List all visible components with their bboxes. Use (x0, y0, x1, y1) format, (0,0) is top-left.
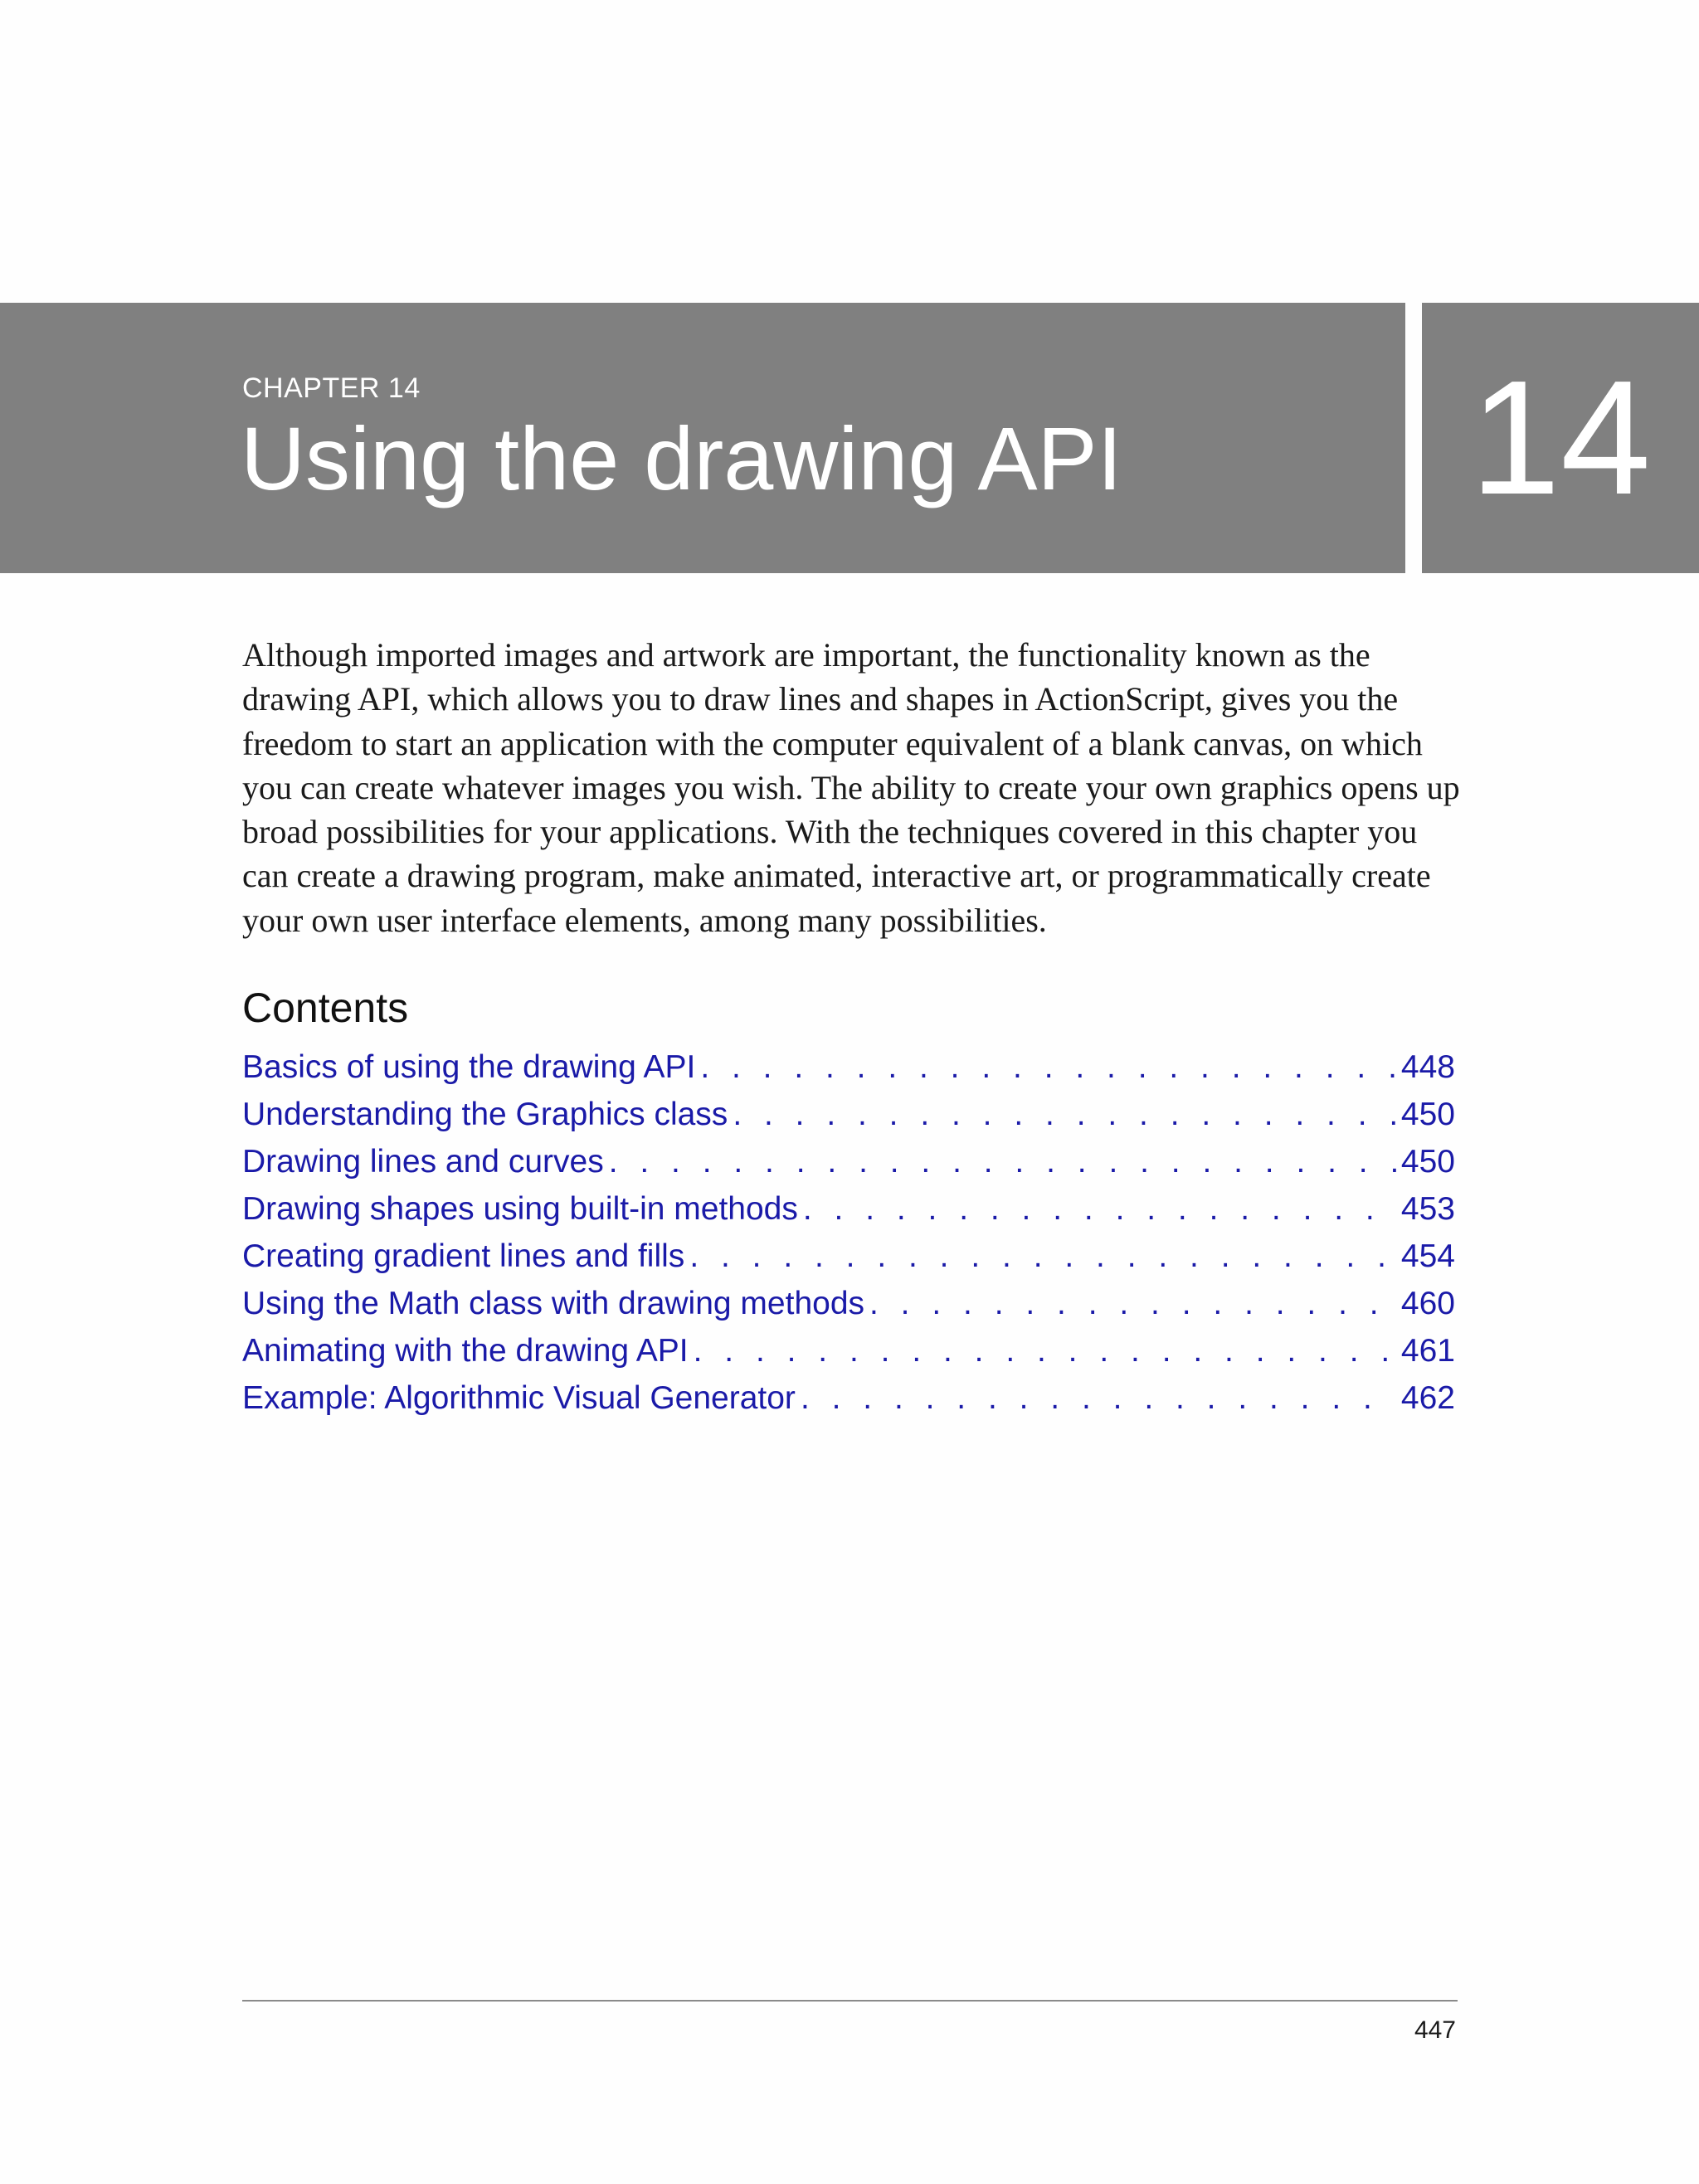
page-title: Using the drawing API (241, 408, 1122, 508)
toc-entry-gradients[interactable] (242, 1236, 1455, 1283)
toc-entry-title: Understanding the Graphics class (242, 1097, 728, 1132)
toc-entry-title: Drawing shapes using built-in methods (242, 1191, 798, 1227)
toc-dot-leader (869, 1283, 1396, 1325)
toc-entry-title: Using the Math class with drawing methods (242, 1286, 865, 1321)
toc-entry-basics[interactable] (242, 1047, 1455, 1094)
toc-entry-page: 460 (1400, 1286, 1455, 1321)
toc-entry-lines-curves[interactable] (242, 1141, 1455, 1189)
toc-entry-example[interactable] (242, 1378, 1455, 1425)
toc-entry-page: 461 (1400, 1333, 1455, 1369)
toc-entry-page: 462 (1400, 1380, 1455, 1416)
chapter-number: 14 (1469, 347, 1651, 528)
toc-dot-leader (609, 1141, 1396, 1183)
toc-entry-graphics-class[interactable] (242, 1094, 1455, 1141)
toc-entry-title: Creating gradient lines and fills (242, 1238, 685, 1274)
footer-divider (242, 2000, 1458, 2002)
toc-dot-leader (733, 1094, 1396, 1136)
toc-entry-title: Basics of using the drawing API (242, 1049, 696, 1085)
toc-entry-page: 454 (1400, 1238, 1455, 1274)
toc-dot-leader (689, 1236, 1396, 1277)
toc-entry-page: 450 (1400, 1144, 1455, 1180)
toc-dot-leader (803, 1189, 1396, 1230)
toc-entry-title: Animating with the drawing API (242, 1333, 689, 1369)
intro-paragraph: Although imported images and artwork are important, the functionality known as the drawing API, which allows you to draw lines and shapes in ActionScript, gives you the freedom to start an application with the computer equivalent of a blank canvas, on which you can create whatever images you wish. The ability to create your own graphics opens up broad possibilities for your applications. With the techniques covered in this chapter you can create a drawing program, make animated, interactive art, or programmatically create your own user interface elements, among many possibilities. (242, 636, 1460, 939)
table-of-contents (242, 1047, 1455, 1425)
toc-dot-leader (801, 1378, 1396, 1419)
contents-heading: Contents (242, 985, 409, 1031)
toc-entry-math-class[interactable] (242, 1283, 1455, 1330)
toc-entry-shapes[interactable] (242, 1189, 1455, 1236)
toc-entry-title: Example: Algorithmic Visual Generator (242, 1380, 796, 1416)
toc-dot-leader (700, 1047, 1396, 1088)
page-number: 447 (1414, 2016, 1456, 2044)
chapter-label: CHAPTER 14 (242, 372, 421, 404)
toc-entry-page: 453 (1400, 1191, 1455, 1227)
toc-entry-animating[interactable] (242, 1330, 1455, 1378)
toc-entry-page: 448 (1400, 1049, 1455, 1085)
toc-dot-leader (694, 1330, 1396, 1372)
toc-entry-page: 450 (1400, 1097, 1455, 1132)
toc-entry-title: Drawing lines and curves (242, 1144, 604, 1180)
